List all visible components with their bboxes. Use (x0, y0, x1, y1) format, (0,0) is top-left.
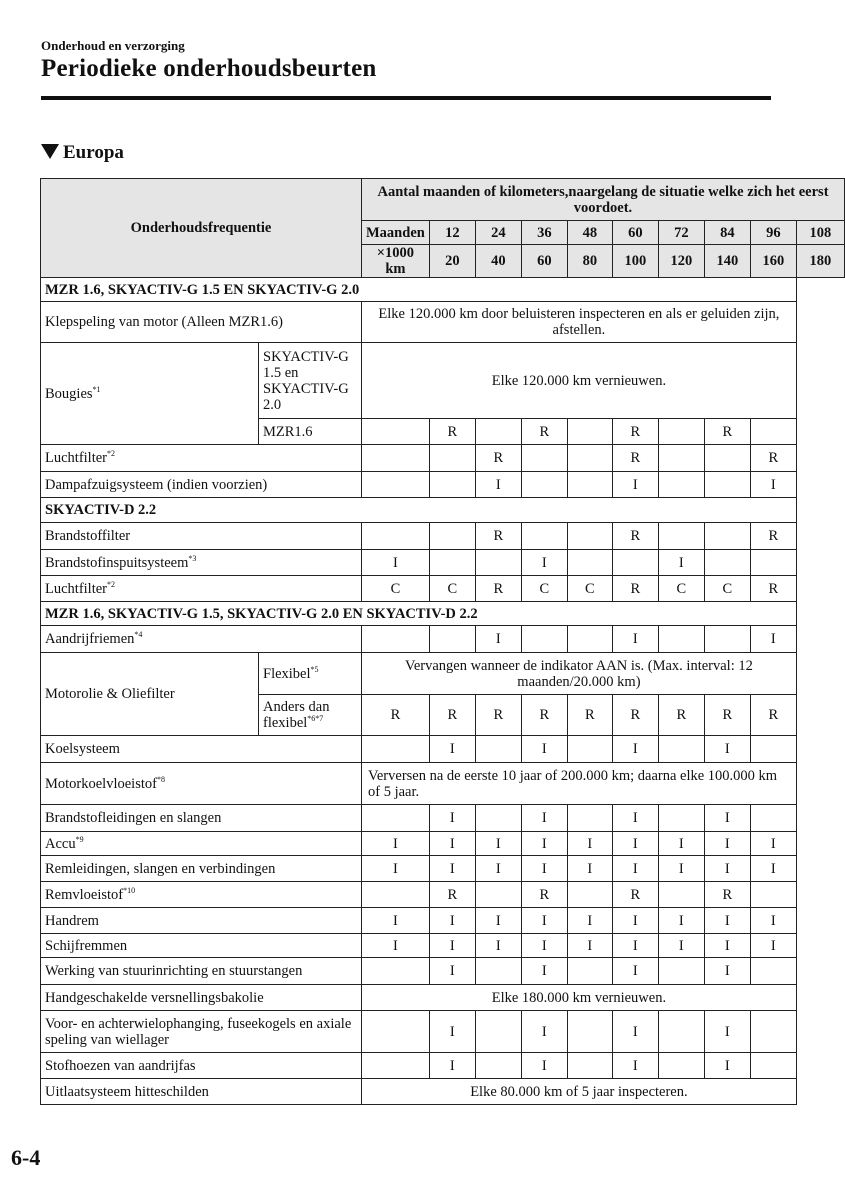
table-row (41, 653, 845, 695)
value-cell: C (658, 576, 704, 602)
km-cell: 180 (796, 245, 844, 278)
value-cell: I (475, 626, 521, 653)
value-cell: I (521, 805, 567, 832)
value-cell (567, 626, 612, 653)
value-cell (567, 472, 612, 498)
value-cell (658, 1011, 704, 1053)
table-row (41, 626, 845, 653)
page-number: 6-4 (11, 1145, 41, 1170)
value-cell: I (612, 934, 658, 958)
value-cell: C (429, 576, 475, 602)
month-cell: 108 (796, 221, 844, 245)
item-label: Motorolie & Oliefilter (41, 653, 259, 736)
value-cell: I (612, 958, 658, 985)
value-cell: R (612, 576, 658, 602)
value-cell: R (521, 419, 567, 445)
value-cell: I (362, 934, 430, 958)
value-cell (750, 550, 796, 576)
value-cell (750, 882, 796, 908)
item-text: Flexibel (263, 665, 311, 682)
item-label: Werking van stuurinrichting en stuurstangen (41, 958, 362, 985)
item-label: Dampafzuigsysteem (indien voorzien) (41, 472, 362, 498)
value-cell: I (704, 908, 750, 934)
value-cell (750, 805, 796, 832)
value-cell: I (750, 626, 796, 653)
value-cell (567, 1011, 612, 1053)
value-cell (521, 472, 567, 498)
month-cell: 72 (658, 221, 704, 245)
km-cell: 160 (750, 245, 796, 278)
table-row (41, 882, 845, 908)
item-note: Elke 80.000 km of 5 jaar inspecteren. (362, 1079, 797, 1105)
value-cell: I (521, 736, 567, 763)
table-row (41, 958, 845, 985)
value-cell: R (362, 695, 430, 736)
value-cell (658, 736, 704, 763)
value-cell: I (612, 805, 658, 832)
table-row (41, 472, 845, 498)
item-label (41, 832, 362, 856)
value-cell: R (612, 695, 658, 736)
value-cell (362, 626, 430, 653)
item-label: Koelsysteem (41, 736, 362, 763)
km-label: ×1000 km (362, 245, 430, 278)
value-cell: R (521, 882, 567, 908)
value-cell (362, 1011, 430, 1053)
value-cell: R (475, 445, 521, 472)
group-heading: SKYACTIV-D 2.2 (41, 498, 797, 523)
value-cell (658, 523, 704, 550)
km-cell: 80 (567, 245, 612, 278)
value-cell: R (429, 419, 475, 445)
value-cell (475, 1053, 521, 1079)
footnote-mark: *1 (92, 384, 101, 394)
section-header: Onderhoud en verzorging (41, 38, 185, 53)
table-row (41, 1079, 845, 1105)
value-cell: I (750, 832, 796, 856)
item-text: Aandrijfriemen (45, 631, 135, 647)
value-cell (362, 805, 430, 832)
item-label: Handgeschakelde versnellingsbakolie (41, 985, 362, 1011)
item-label: Uitlaatsysteem hitteschilden (41, 1079, 362, 1105)
value-cell (362, 736, 430, 763)
month-cell: 96 (750, 221, 796, 245)
value-cell: I (362, 856, 430, 882)
value-cell (429, 445, 475, 472)
value-cell: R (612, 445, 658, 472)
table-row (41, 763, 845, 805)
item-label: Voor- en achterwielophanging, fuseekogels en axiale speling van wiellager (41, 1011, 362, 1053)
item-text: Motorkoelvloeistof (45, 775, 157, 792)
value-cell (475, 419, 521, 445)
value-cell: I (521, 1053, 567, 1079)
value-cell: I (362, 550, 430, 576)
value-cell (658, 882, 704, 908)
value-cell: I (521, 908, 567, 934)
item-text: Accu (45, 835, 76, 852)
value-cell (567, 550, 612, 576)
value-cell (362, 472, 430, 498)
footnote-mark: *4 (134, 630, 143, 639)
value-cell: R (567, 695, 612, 736)
footnote-mark: *3 (188, 553, 197, 563)
value-cell (658, 805, 704, 832)
item-note: Elke 180.000 km vernieuwen. (362, 985, 797, 1011)
value-cell (475, 736, 521, 763)
value-cell (362, 1053, 430, 1079)
value-cell (362, 882, 430, 908)
item-label: Brandstofleidingen en slangen (41, 805, 362, 832)
month-cell: 60 (612, 221, 658, 245)
value-cell: I (612, 736, 658, 763)
value-cell (521, 445, 567, 472)
value-cell: I (612, 832, 658, 856)
footnote-mark: *8 (156, 774, 165, 784)
item-label: Handrem (41, 908, 362, 934)
value-cell (567, 805, 612, 832)
table-row (41, 736, 845, 763)
value-cell: R (658, 695, 704, 736)
triangle-down-icon (41, 144, 59, 159)
value-cell: I (429, 856, 475, 882)
item-label: Remleidingen, slangen en verbindingen (41, 856, 362, 882)
item-note: Verversen na de eerste 10 jaar of 200.000 km; daarna elke 100.000 km of 5 jaar. (362, 763, 797, 805)
value-cell: I (658, 832, 704, 856)
table-row (41, 1011, 845, 1053)
km-cell: 40 (475, 245, 521, 278)
value-cell: I (429, 805, 475, 832)
value-cell: I (704, 805, 750, 832)
footnote-mark: *2 (107, 449, 116, 458)
title-rule (41, 96, 771, 100)
item-text: Anders dan flexibel (263, 699, 330, 731)
months-label: Maanden (362, 221, 430, 245)
group-heading: MZR 1.6, SKYACTIV-G 1.5, SKYACTIV-G 2.0 EN SKYACTIV-D 2.2 (41, 602, 797, 626)
value-cell (567, 736, 612, 763)
km-cell: 60 (521, 245, 567, 278)
sub-label: MZR1.6 (259, 419, 362, 445)
item-note: Elke 120.000 km door beluisteren inspecteren en als er geluiden zijn, afstellen. (362, 302, 797, 343)
value-cell: I (521, 832, 567, 856)
item-note: Vervangen wanneer de indikator AAN is. (Max. interval: 12 maanden/20.000 km) (362, 653, 797, 695)
value-cell (704, 550, 750, 576)
item-text: Luchtfilter (45, 450, 108, 466)
value-cell: C (362, 576, 430, 602)
footnote-mark: *5 (310, 664, 319, 674)
region-label: Europa (63, 142, 124, 163)
sub-label (259, 653, 362, 695)
value-cell: I (429, 958, 475, 985)
km-cell: 20 (429, 245, 475, 278)
value-cell: I (612, 908, 658, 934)
value-cell: I (362, 832, 430, 856)
value-cell: R (750, 695, 796, 736)
value-cell: I (750, 472, 796, 498)
item-label: Klepspeling van motor (Alleen MZR1.6) (41, 302, 362, 343)
frequency-header: Onderhoudsfrequentie (41, 179, 362, 278)
value-cell: I (658, 934, 704, 958)
value-cell: R (704, 695, 750, 736)
month-cell: 12 (429, 221, 475, 245)
value-cell: I (612, 1011, 658, 1053)
item-label (41, 576, 362, 602)
value-cell: I (429, 934, 475, 958)
table-row (41, 1053, 845, 1079)
table-row (41, 934, 845, 958)
value-cell (750, 958, 796, 985)
km-cell: 140 (704, 245, 750, 278)
value-cell (658, 626, 704, 653)
value-cell: I (704, 736, 750, 763)
value-cell (567, 882, 612, 908)
footnote-mark: *9 (75, 834, 84, 844)
month-cell: 48 (567, 221, 612, 245)
value-cell: I (704, 934, 750, 958)
item-text: Luchtfilter (45, 580, 108, 597)
value-cell: I (429, 908, 475, 934)
value-cell (704, 445, 750, 472)
value-cell (658, 419, 704, 445)
value-cell (567, 445, 612, 472)
value-cell (750, 1053, 796, 1079)
value-cell (658, 1053, 704, 1079)
value-cell: I (475, 934, 521, 958)
table-row (41, 576, 845, 602)
item-text: Bougies (45, 385, 93, 402)
footnote-mark: *2 (107, 579, 116, 589)
table-row (41, 523, 845, 550)
region-heading (41, 142, 124, 164)
value-cell: C (567, 576, 612, 602)
value-cell (658, 472, 704, 498)
month-cell: 24 (475, 221, 521, 245)
interval-description: Aantal maanden of kilometers,naargelang de situatie welke zich het eerst voordoet. (362, 179, 845, 221)
value-cell: I (429, 736, 475, 763)
value-cell: R (750, 523, 796, 550)
item-label (41, 882, 362, 908)
value-cell (429, 550, 475, 576)
value-cell: I (704, 856, 750, 882)
value-cell: R (521, 695, 567, 736)
value-cell (362, 523, 430, 550)
value-cell: R (475, 523, 521, 550)
value-cell: I (567, 908, 612, 934)
value-cell (521, 626, 567, 653)
value-cell (750, 736, 796, 763)
value-cell: R (429, 882, 475, 908)
value-cell (429, 472, 475, 498)
item-text: Remvloeistof (45, 886, 124, 903)
item-label (41, 626, 362, 653)
item-label: Stofhoezen van aandrijfas (41, 1053, 362, 1079)
value-cell: I (521, 856, 567, 882)
value-cell: I (475, 832, 521, 856)
value-cell: R (750, 576, 796, 602)
value-cell: R (750, 445, 796, 472)
value-cell (521, 523, 567, 550)
value-cell (475, 1011, 521, 1053)
value-cell (475, 805, 521, 832)
value-cell: I (704, 1011, 750, 1053)
table-row (41, 805, 845, 832)
value-cell: I (567, 934, 612, 958)
value-cell: I (704, 958, 750, 985)
value-cell: I (658, 550, 704, 576)
value-cell: R (704, 882, 750, 908)
value-cell: I (750, 934, 796, 958)
value-cell: I (521, 550, 567, 576)
value-cell: I (567, 832, 612, 856)
value-cell (567, 523, 612, 550)
value-cell: R (704, 419, 750, 445)
value-cell: I (750, 908, 796, 934)
value-cell: R (429, 695, 475, 736)
item-label: Brandstoffilter (41, 523, 362, 550)
value-cell (429, 626, 475, 653)
item-note: Elke 120.000 km vernieuwen. (362, 343, 797, 419)
value-cell (658, 958, 704, 985)
value-cell: I (362, 908, 430, 934)
month-cell: 84 (704, 221, 750, 245)
value-cell: R (612, 882, 658, 908)
value-cell (750, 1011, 796, 1053)
value-cell (475, 958, 521, 985)
value-cell (362, 419, 430, 445)
table-row (41, 985, 845, 1011)
value-cell (362, 958, 430, 985)
value-cell (475, 882, 521, 908)
value-cell: I (612, 856, 658, 882)
value-cell: I (704, 832, 750, 856)
value-cell: I (704, 1053, 750, 1079)
table-row (41, 550, 845, 576)
table-row (41, 908, 845, 934)
value-cell (704, 626, 750, 653)
value-cell: I (750, 856, 796, 882)
month-cell: 36 (521, 221, 567, 245)
group-heading: MZR 1.6, SKYACTIV-G 1.5 EN SKYACTIV-G 2.0 (41, 278, 797, 302)
sub-label: SKYACTIV-G 1.5 en SKYACTIV-G 2.0 (259, 343, 362, 419)
value-cell: R (612, 523, 658, 550)
value-cell: I (567, 856, 612, 882)
value-cell: I (429, 1011, 475, 1053)
value-cell: I (612, 626, 658, 653)
footnote-mark: *10 (123, 885, 136, 895)
table-row (41, 832, 845, 856)
value-cell (429, 523, 475, 550)
value-cell (704, 523, 750, 550)
footnote-mark: *6*7 (307, 714, 324, 723)
value-cell: C (704, 576, 750, 602)
value-cell: I (658, 856, 704, 882)
item-label (41, 343, 259, 445)
value-cell (612, 550, 658, 576)
item-label (41, 445, 362, 472)
km-cell: 100 (612, 245, 658, 278)
table-row (41, 343, 845, 419)
sub-label (259, 695, 362, 736)
value-cell (475, 550, 521, 576)
value-cell: R (612, 419, 658, 445)
value-cell (362, 445, 430, 472)
value-cell: R (475, 695, 521, 736)
value-cell (567, 1053, 612, 1079)
value-cell (658, 445, 704, 472)
table-row (41, 856, 845, 882)
value-cell (704, 472, 750, 498)
value-cell: I (475, 856, 521, 882)
value-cell: I (429, 1053, 475, 1079)
value-cell (567, 419, 612, 445)
item-label: Schijfremmen (41, 934, 362, 958)
value-cell: I (475, 908, 521, 934)
value-cell: I (429, 832, 475, 856)
table-row (41, 302, 845, 343)
item-label (41, 763, 362, 805)
value-cell: I (475, 472, 521, 498)
value-cell: I (612, 472, 658, 498)
value-cell (567, 958, 612, 985)
table-row (41, 445, 845, 472)
item-label (41, 550, 362, 576)
value-cell: I (521, 934, 567, 958)
km-cell: 120 (658, 245, 704, 278)
value-cell: I (521, 958, 567, 985)
value-cell: R (475, 576, 521, 602)
value-cell: C (521, 576, 567, 602)
value-cell: I (521, 1011, 567, 1053)
value-cell (750, 419, 796, 445)
item-text: Brandstofinspuitsysteem (45, 554, 189, 571)
value-cell: I (612, 1053, 658, 1079)
value-cell: I (658, 908, 704, 934)
maintenance-table (40, 178, 845, 1105)
page-title: Periodieke onderhoudsbeurten (41, 55, 377, 82)
